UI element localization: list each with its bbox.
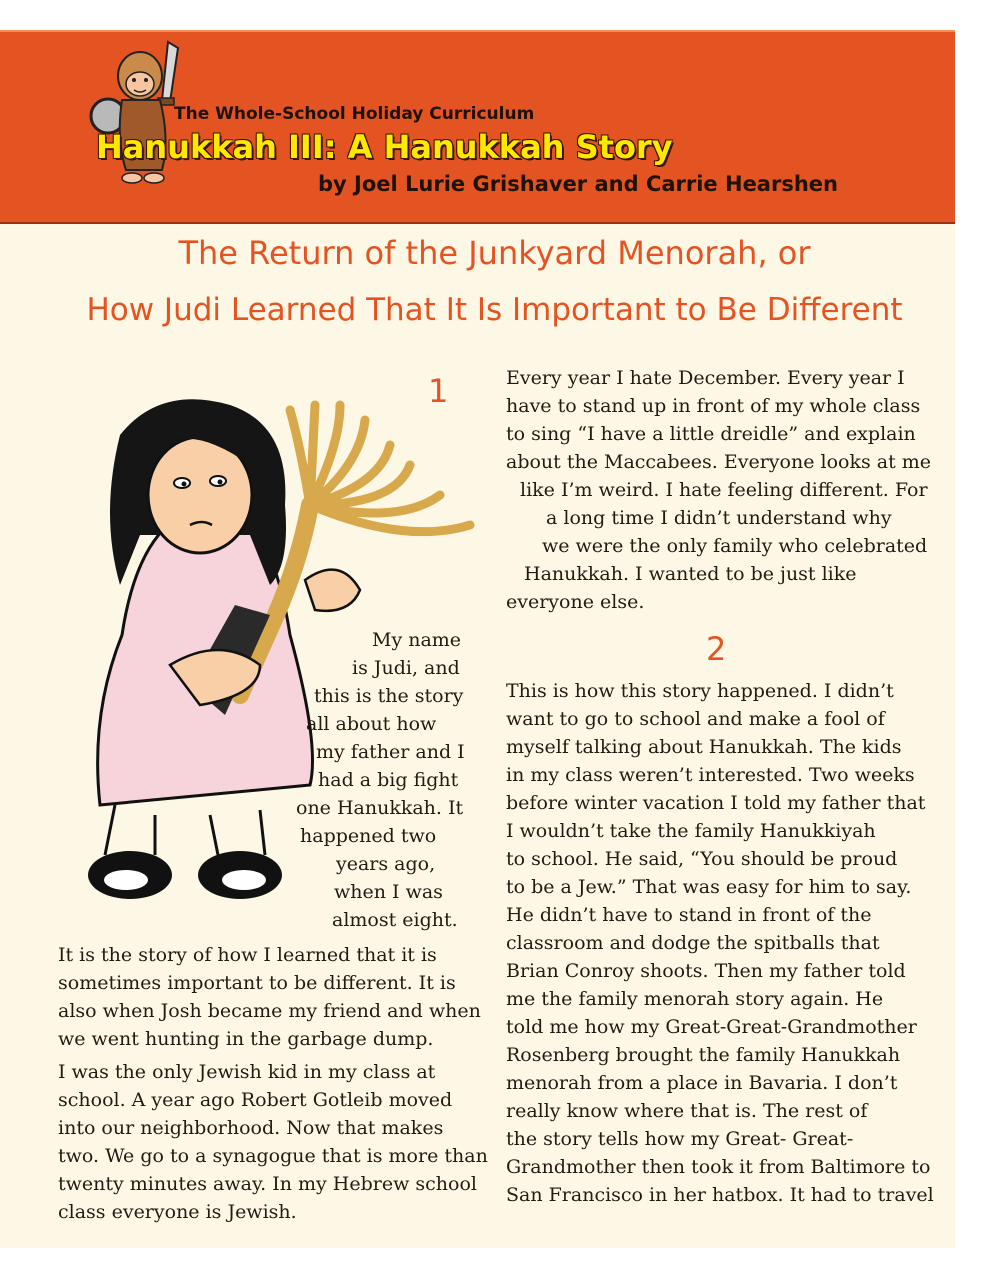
chapter-2-line: to school. He said, “You should be proud: [506, 848, 898, 870]
intro-line: almost eight.: [332, 909, 458, 931]
intro-line: one Hanukkah. It: [296, 797, 464, 819]
right-column-line: Hanukkah. I wanted to be just like: [524, 563, 857, 585]
header-banner: [0, 30, 955, 224]
chapter-2-line: He didn’t have to stand in front of the: [506, 904, 872, 926]
chapter-2-line: I wouldn’t take the family Hanukkiyah: [506, 820, 876, 842]
chapter-2-line: Rosenberg brought the family Hanukkah: [506, 1044, 901, 1066]
intro-line: My name: [372, 629, 462, 651]
chapter-2-line: myself talking about Hanukkah. The kids: [506, 736, 902, 758]
right-column-line: to sing “I have a little dreidle” and explain: [506, 423, 916, 445]
chapter-2-line: menorah from a place in Bavaria. I don’t: [506, 1072, 898, 1094]
right-column-line: Every year I hate December. Every year I: [506, 367, 905, 389]
chapter-2-line: me the family menorah story again. He: [506, 988, 884, 1010]
intro-line: happened two: [300, 825, 437, 847]
intro-line: all about how: [306, 713, 437, 735]
right-column-line: we were the only family who celebrated: [542, 535, 928, 557]
intro-line: when I was: [334, 881, 443, 903]
intro-line: is Judi, and: [352, 657, 460, 679]
chapter-2-line: the story tells how my Great- Great-: [506, 1128, 854, 1150]
right-column-line: like I’m weird. I hate feeling different. For: [520, 479, 928, 501]
authors: by Joel Lurie Grishaver and Carrie Hearshen: [318, 172, 838, 196]
chapter-2-line: Brian Conroy shoots. Then my father told: [506, 960, 906, 982]
chapter-2-line: told me how my Great-Great-Grandmother: [506, 1016, 917, 1038]
chapter-1-paragraph-1: It is the story of how I learned that it is sometimes important to be different. It is also when Josh became my friend and when we went hunting in the garbage dump.: [58, 944, 481, 1050]
right-column-line: have to stand up in front of my whole class: [506, 395, 921, 417]
chapter-2-line: want to go to school and make a fool of: [506, 708, 885, 730]
intro-line: years ago,: [336, 853, 436, 875]
chapter-1-number: 1: [428, 372, 449, 410]
intro-line: had a big fight: [318, 769, 459, 791]
chapter-2-line: This is how this story happened. I didn’t: [506, 680, 894, 702]
chapter-2-line: San Francisco in her hatbox. It had to travel: [506, 1184, 934, 1206]
intro-line: my father and I: [316, 741, 465, 763]
story-title-line-2: How Judi Learned That It Is Important to Be Different: [86, 292, 903, 328]
chapter-1-paragraph-2: I was the only Jewish kid in my class at school. A year ago Robert Gotleib moved into our neighborhood. Now that makes two. We go to a synagogue that is more than twenty minutes away. In my Hebrew school class everyone is Jewish.: [58, 1061, 488, 1223]
curriculum-title: Hanukkah III: A Hanukkah Story: [96, 128, 673, 166]
right-column-line: everyone else.: [506, 591, 645, 613]
chapter-2-line: to be a Jew.” That was easy for him to say.: [506, 876, 912, 898]
chapter-2-number: 2: [706, 630, 727, 668]
story-title-line-1: The Return of the Junkyard Menorah, or: [178, 234, 811, 272]
chapter-2-line: Grandmother then took it from Baltimore to: [506, 1156, 931, 1178]
chapter-2-line: in my class weren’t interested. Two weeks: [506, 764, 915, 786]
curriculum-series: The Whole-School Holiday Curriculum: [174, 104, 535, 124]
right-column-line: a long time I didn’t understand why: [546, 507, 892, 529]
chapter-2-line: before winter vacation I told my father that: [506, 792, 926, 814]
chapter-2-line: really know where that is. The rest of: [506, 1100, 868, 1122]
chapter-2-line: classroom and dodge the spitballs that: [506, 932, 880, 954]
right-column-line: about the Maccabees. Everyone looks at me: [506, 451, 932, 473]
intro-line: this is the story: [314, 685, 464, 707]
